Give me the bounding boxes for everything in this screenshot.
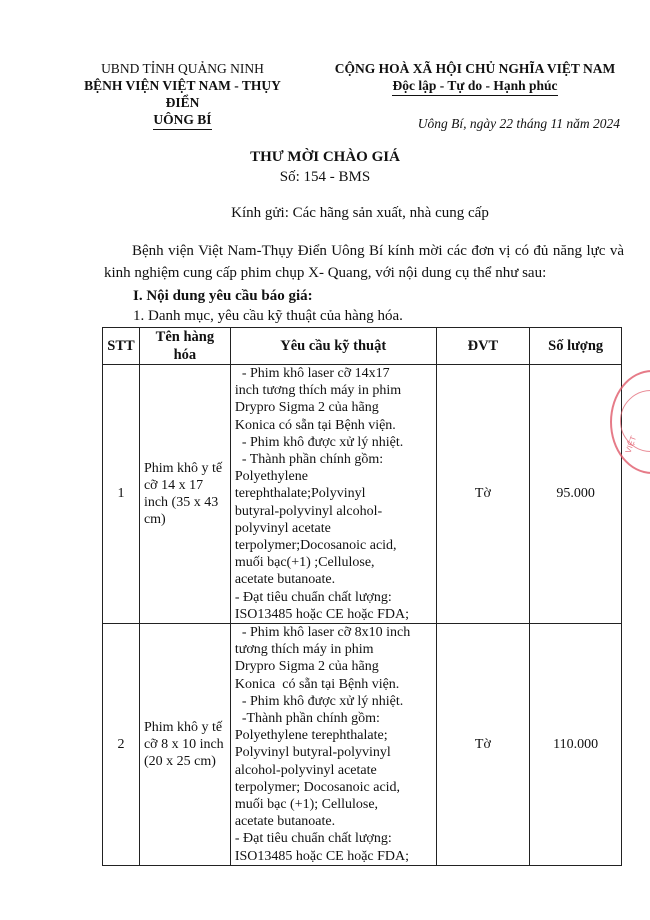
table-row xyxy=(103,365,622,624)
requirement-line: alcohol-polyvinyl acetate xyxy=(234,762,377,778)
requirement-line: - Đạt tiêu chuẩn chất lượng: xyxy=(234,589,392,605)
row-item-name: Phim khô y tế cỡ 14 x 17 inch (35 x 43 cm) xyxy=(139,365,230,624)
row-requirements xyxy=(230,365,436,624)
requirement-line: terephthalate;Polyvinyl xyxy=(234,486,366,502)
document-title: THƯ MỜI CHÀO GIÁ xyxy=(250,149,400,165)
items-table xyxy=(102,327,622,866)
requirement-line: terpolymer; Docosanoic acid, xyxy=(234,779,401,795)
intro-paragraph: Bệnh viện Việt Nam-Thụy Điển Uông Bí kính mời các đơn vị có đủ năng lực và kinh nghiệm cung cấp phim chụp X- Quang, với nội dung cụ thể như sau: xyxy=(104,243,624,281)
national-motto: Độc lập - Tự do - Hạnh phúc xyxy=(392,77,557,96)
requirement-line: muối bạc (+1); Cellulose, xyxy=(234,797,379,813)
document-number: Số: 154 - BMS xyxy=(279,169,371,185)
row-quantity: 110.000 xyxy=(530,624,622,866)
issuer-authority: UBND TỈNH QUẢNG NINH xyxy=(101,61,264,76)
requirement-line: Konica có sẵn tại Bệnh viện. xyxy=(234,417,396,433)
national-title: CỘNG HOÀ XÃ HỘI CHỦ NGHĨA VIỆT NAM xyxy=(334,61,616,76)
requirement-line: - Đạt tiêu chuẩn chất lượng: xyxy=(234,831,392,847)
subsection-title: 1. Danh mục, yêu cầu kỹ thuật của hàng hóa. xyxy=(133,308,403,324)
national-header xyxy=(330,60,620,96)
requirement-line: Konica có sẵn tại Bệnh viện. xyxy=(234,676,400,692)
requirement-line: acetate butanoate. xyxy=(234,572,336,588)
requirement-line: -Thành phần chính gồm: xyxy=(234,711,380,727)
table-row xyxy=(103,624,622,866)
requirement-line: - Phim khô được xử lý nhiệt. xyxy=(234,434,404,450)
header-quantity: Số lượng xyxy=(530,328,622,365)
table-header-row xyxy=(103,328,622,365)
row-stt: 2 xyxy=(103,624,140,866)
requirement-line: muối bạc(+1) ;Cellulose, xyxy=(234,555,375,571)
recipient-line: Kính gửi: Các hãng sản xuất, nhà cung cấp xyxy=(231,205,489,221)
requirement-line: Drypro Sigma 2 của hãng xyxy=(234,659,379,675)
requirement-line: Drypro Sigma 2 của hãng xyxy=(234,400,379,416)
issuer-location: UÔNG BÍ xyxy=(153,111,211,130)
requirement-line: Polyethylene terephthalate; xyxy=(234,728,388,744)
requirement-line: ISO13485 hoặc CE hoặc FDA; xyxy=(234,606,410,622)
row-unit: Tờ xyxy=(436,365,530,624)
issuer-hospital: BỆNH VIỆN VIỆT NAM - THỤY ĐIỂN xyxy=(84,78,281,110)
requirement-line: terpolymer;Docosanoic acid, xyxy=(234,538,397,554)
requirement-line: polyvinyl acetate xyxy=(234,520,331,536)
row-item-name: Phim khô y tế cỡ 8 x 10 inch (20 x 25 cm) xyxy=(139,624,230,866)
header-unit: ĐVT xyxy=(436,328,530,365)
requirement-line: ISO13485 hoặc CE hoặc FDA; xyxy=(234,848,410,864)
issuer-header xyxy=(70,60,295,130)
header-stt: STT xyxy=(103,328,140,365)
requirement-line: - Phim khô laser cỡ 14x17 xyxy=(234,366,390,381)
requirement-line: - Thành phần chính gồm: xyxy=(234,452,384,468)
row-quantity: 95.000 xyxy=(530,365,622,624)
row-requirements xyxy=(230,624,436,866)
requirement-line: inch tương thích máy in phim xyxy=(234,383,402,399)
requirement-line: butyral-polyvinyl alcohol- xyxy=(234,503,383,519)
document-date: Uông Bí, ngày 22 tháng 11 năm 2024 xyxy=(417,116,620,131)
requirement-line: acetate butanoate. xyxy=(234,814,336,830)
requirement-line: Polyvinyl butyral-polyvinyl xyxy=(234,745,391,761)
header-requirements: Yêu cầu kỹ thuật xyxy=(230,328,436,365)
section-title: I. Nội dung yêu cầu báo giá: xyxy=(133,288,313,304)
row-unit: Tờ xyxy=(436,624,530,866)
requirement-line: - Phim khô laser cỡ 8x10 inch xyxy=(234,625,411,641)
requirement-line: tương thích máy in phim xyxy=(234,642,374,658)
requirement-line: - Phim khô được xử lý nhiệt. xyxy=(234,693,404,709)
stamp-text: VIỆT xyxy=(623,434,639,455)
requirement-line: Polyethylene xyxy=(234,469,308,485)
header-name: Tên hàng hóa xyxy=(139,328,230,365)
row-stt: 1 xyxy=(103,365,140,624)
